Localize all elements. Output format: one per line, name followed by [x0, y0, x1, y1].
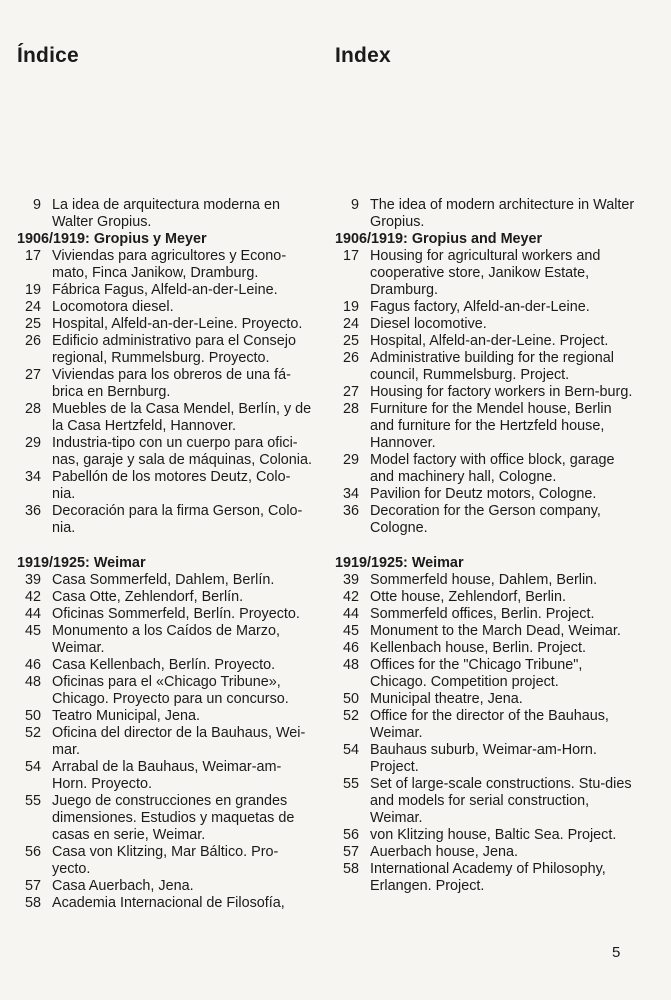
entry-page-number: 9: [32, 197, 41, 213]
entry-title: Offices for the "Chicago Tribune", Chicago. Competition project.: [370, 657, 583, 690]
index-entry-left: [17, 657, 313, 674]
index-entry-left: [17, 793, 313, 844]
index-entry-right: [335, 861, 635, 895]
entry-title: Municipal theatre, Jena.: [370, 691, 523, 707]
entry-title: Industria-tipo con un cuerpo para ofici-nas, garaje y sala de máquinas, Colonia.: [52, 435, 312, 468]
entry-page-number: 57: [342, 844, 359, 860]
intro-entry-left: [17, 197, 313, 231]
index-entry-left: [17, 299, 313, 316]
section-heading: 1919/1925: Weimar: [335, 555, 464, 571]
entry-page-number: 34: [24, 469, 41, 485]
entry-title: Decoración para la firma Gerson, Colo-nia.: [52, 503, 303, 536]
entry-title: Oficinas Sommerfeld, Berlín. Proyecto.: [52, 606, 300, 622]
index-entry-right: [335, 384, 635, 401]
entry-page-number: 17: [24, 248, 41, 264]
entry-title: Casa Auerbach, Jena.: [52, 878, 194, 894]
entry-title: Sommerfeld house, Dahlem, Berlin.: [370, 572, 598, 588]
entry-title: International Academy of Philosophy, Erlangen. Project.: [370, 861, 606, 894]
entry-page-number: 46: [24, 657, 41, 673]
section-heading: 1906/1919: Gropius and Meyer: [335, 231, 543, 247]
index-entry-left: [17, 674, 313, 708]
entry-page-number: 24: [24, 299, 41, 315]
entry-page-number: 45: [342, 623, 359, 639]
entry-title: Housing for factory workers in Bern-burg.: [370, 384, 633, 400]
entry-page-number: 17: [342, 248, 359, 264]
entry-page-number: 27: [342, 384, 359, 400]
entry-page-number: 44: [342, 606, 359, 622]
entry-page-number: 39: [342, 572, 359, 588]
index-entry-left: [17, 878, 313, 895]
entry-page-number: 54: [24, 759, 41, 775]
entry-title: Muebles de la Casa Mendel, Berlín, y de la Casa Hertzfeld, Hannover.: [52, 401, 312, 434]
index-entry-right: [335, 623, 635, 640]
entry-page-number: 26: [342, 350, 359, 366]
entry-title: Office for the director of the Bauhaus, Weimar.: [370, 708, 609, 741]
index-section: [17, 555, 313, 912]
entry-page-number: 46: [342, 640, 359, 656]
entry-title: Monument to the March Dead, Weimar.: [370, 623, 621, 639]
index-entry-right: [335, 572, 635, 589]
entry-title: Otte house, Zehlendorf, Berlin.: [370, 589, 566, 605]
entry-page-number: 48: [342, 657, 359, 673]
entry-page-number: 25: [342, 333, 359, 349]
index-entry-right: [335, 248, 635, 299]
entry-title: Academia Internacional de Filosofía,: [52, 895, 285, 911]
entry-title: Set of large-scale constructions. Stu-dies and models for serial construction, Weimar.: [370, 776, 632, 826]
entry-title: La idea de arquitectura moderna en Walter Gropius.: [52, 197, 281, 230]
entry-page-number: 56: [24, 844, 41, 860]
index-entry-right: [335, 657, 635, 691]
entry-page-number: 50: [342, 691, 359, 707]
index-entry-left: [17, 333, 313, 367]
index-entry-right: [335, 333, 635, 350]
index-entry-right: [335, 844, 635, 861]
entry-page-number: 25: [24, 316, 41, 332]
entry-page-number: 54: [342, 742, 359, 758]
entry-title: Fagus factory, Alfeld-an-der-Leine.: [370, 299, 590, 315]
index-entry-right: [335, 742, 635, 776]
index-entry-left: [17, 503, 313, 537]
entry-title: Casa von Klitzing, Mar Báltico. Pro-yecto.: [52, 844, 279, 877]
index-entry-left: [17, 572, 313, 589]
entry-page-number: 19: [24, 282, 41, 298]
index-entry-right: [335, 486, 635, 503]
entry-title: Casa Kellenbach, Berlín. Proyecto.: [52, 657, 276, 673]
entry-page-number: 55: [342, 776, 359, 792]
entry-page-number: 48: [24, 674, 41, 690]
index-entry-right: [335, 640, 635, 657]
index-entry-left: [17, 844, 313, 878]
entry-title: Hospital, Alfeld-an-der-Leine. Project.: [370, 333, 609, 349]
index-entry-right: [335, 401, 635, 452]
entry-title: Administrative building for the regional council, Rummelsburg. Project.: [370, 350, 614, 383]
index-entry-right: [335, 708, 635, 742]
entry-page-number: 42: [342, 589, 359, 605]
entry-page-number: 19: [342, 299, 359, 315]
entry-title: Locomotora diesel.: [52, 299, 174, 315]
entry-page-number: 39: [24, 572, 41, 588]
entry-page-number: 52: [24, 725, 41, 741]
index-entry-right: [335, 350, 635, 384]
entry-page-number: 28: [342, 401, 359, 417]
entry-page-number: 29: [24, 435, 41, 451]
entry-title: Bauhaus suburb, Weimar-am-Horn. Project.: [370, 742, 597, 775]
index-entry-right: [335, 776, 635, 827]
page-number: 5: [612, 944, 621, 961]
index-title-english: Index: [335, 44, 391, 67]
index-entry-left: [17, 435, 313, 469]
index-entry-right: [335, 691, 635, 708]
entry-title: The idea of modern architecture in Walter Gropius.: [370, 197, 635, 230]
index-entry-left: [17, 759, 313, 793]
entry-page-number: 34: [342, 486, 359, 502]
entry-title: Juego de construcciones en grandes dimensiones. Estudios y maquetas de casas en serie, Weimar.: [52, 793, 295, 843]
index-entry-right: [335, 316, 635, 333]
entry-page-number: 36: [24, 503, 41, 519]
entry-page-number: 42: [24, 589, 41, 605]
entry-title: Furniture for the Mendel house, Berlin and furniture for the Hertzfeld house, Hannover.: [370, 401, 612, 451]
index-entry-right: [335, 589, 635, 606]
entry-title: Housing for agricultural workers and cooperative store, Janikow Estate, Dramburg.: [370, 248, 601, 298]
entry-page-number: 50: [24, 708, 41, 724]
entry-title: Oficina del director de la Bauhaus, Wei-mar.: [52, 725, 306, 758]
index-entry-left: [17, 282, 313, 299]
index-entry-right: [335, 606, 635, 623]
entry-title: Model factory with office block, garage and machinery hall, Cologne.: [370, 452, 615, 485]
entry-title: Monumento a los Caídos de Marzo, Weimar.: [52, 623, 280, 656]
index-entry-left: [17, 469, 313, 503]
entry-page-number: 26: [24, 333, 41, 349]
entry-page-number: 29: [342, 452, 359, 468]
index-entry-right: [335, 452, 635, 486]
index-section: [335, 555, 635, 895]
index-entry-left: [17, 589, 313, 606]
entry-page-number: 44: [24, 606, 41, 622]
index-entry-left: [17, 725, 313, 759]
entry-title: Pabellón de los motores Deutz, Colo-nia.: [52, 469, 291, 502]
entry-title: Arrabal de la Bauhaus, Weimar-am-Horn. Proyecto.: [52, 759, 282, 792]
index-entry-right: [335, 299, 635, 316]
index-entry-left: [17, 248, 313, 282]
entry-title: Hospital, Alfeld-an-der-Leine. Proyecto.: [52, 316, 303, 332]
entry-title: Kellenbach house, Berlin. Project.: [370, 640, 586, 656]
entry-page-number: 27: [24, 367, 41, 383]
entry-page-number: 58: [24, 895, 41, 911]
entry-page-number: 57: [24, 878, 41, 894]
entry-page-number: 36: [342, 503, 359, 519]
index-entry-left: [17, 895, 313, 912]
entry-page-number: 52: [342, 708, 359, 724]
entry-title: Edificio administrativo para el Consejo regional, Rummelsburg. Proyecto.: [52, 333, 296, 366]
entry-title: Casa Sommerfeld, Dahlem, Berlín.: [52, 572, 275, 588]
index-entry-left: [17, 606, 313, 623]
english-index-column: [335, 197, 635, 913]
index-entry-left: [17, 401, 313, 435]
index-entry-left: [17, 708, 313, 725]
index-entry-left: [17, 316, 313, 333]
spanish-index-column: [17, 197, 313, 930]
entry-page-number: 58: [342, 861, 359, 877]
entry-title: Decoration for the Gerson company, Cologne.: [370, 503, 601, 536]
index-entry-right: [335, 503, 635, 537]
entry-page-number: 24: [342, 316, 359, 332]
entry-title: Viviendas para agricultores y Econo-mato, Finca Janikow, Dramburg.: [52, 248, 287, 281]
entry-page-number: 55: [24, 793, 41, 809]
entry-page-number: 56: [342, 827, 359, 843]
entry-title: Pavilion for Deutz motors, Cologne.: [370, 486, 597, 502]
entry-title: Auerbach house, Jena.: [370, 844, 519, 860]
index-section: [17, 231, 313, 537]
entry-title: Fábrica Fagus, Alfeld-an-der-Leine.: [52, 282, 278, 298]
index-entry-left: [17, 367, 313, 401]
index-title-spanish: Índice: [17, 44, 79, 67]
index-entry-left: [17, 623, 313, 657]
entry-title: Viviendas para los obreros de una fá-brica en Bernburg.: [52, 367, 291, 400]
entry-title: von Klitzing house, Baltic Sea. Project.: [370, 827, 617, 843]
entry-title: Casa Otte, Zehlendorf, Berlín.: [52, 589, 244, 605]
section-heading: 1906/1919: Gropius y Meyer: [17, 231, 207, 247]
section-heading: 1919/1925: Weimar: [17, 555, 146, 571]
entry-title: Diesel locomotive.: [370, 316, 487, 332]
entry-page-number: 28: [24, 401, 41, 417]
entry-title: Teatro Municipal, Jena.: [52, 708, 200, 724]
entry-title: Oficinas para el «Chicago Tribune», Chicago. Proyecto para un concurso.: [52, 674, 289, 707]
index-section: [335, 231, 635, 537]
entry-page-number: 45: [24, 623, 41, 639]
entry-title: Sommerfeld offices, Berlin. Project.: [370, 606, 595, 622]
index-entry-right: [335, 827, 635, 844]
entry-page-number: 9: [350, 197, 359, 213]
intro-entry-right: [335, 197, 635, 231]
